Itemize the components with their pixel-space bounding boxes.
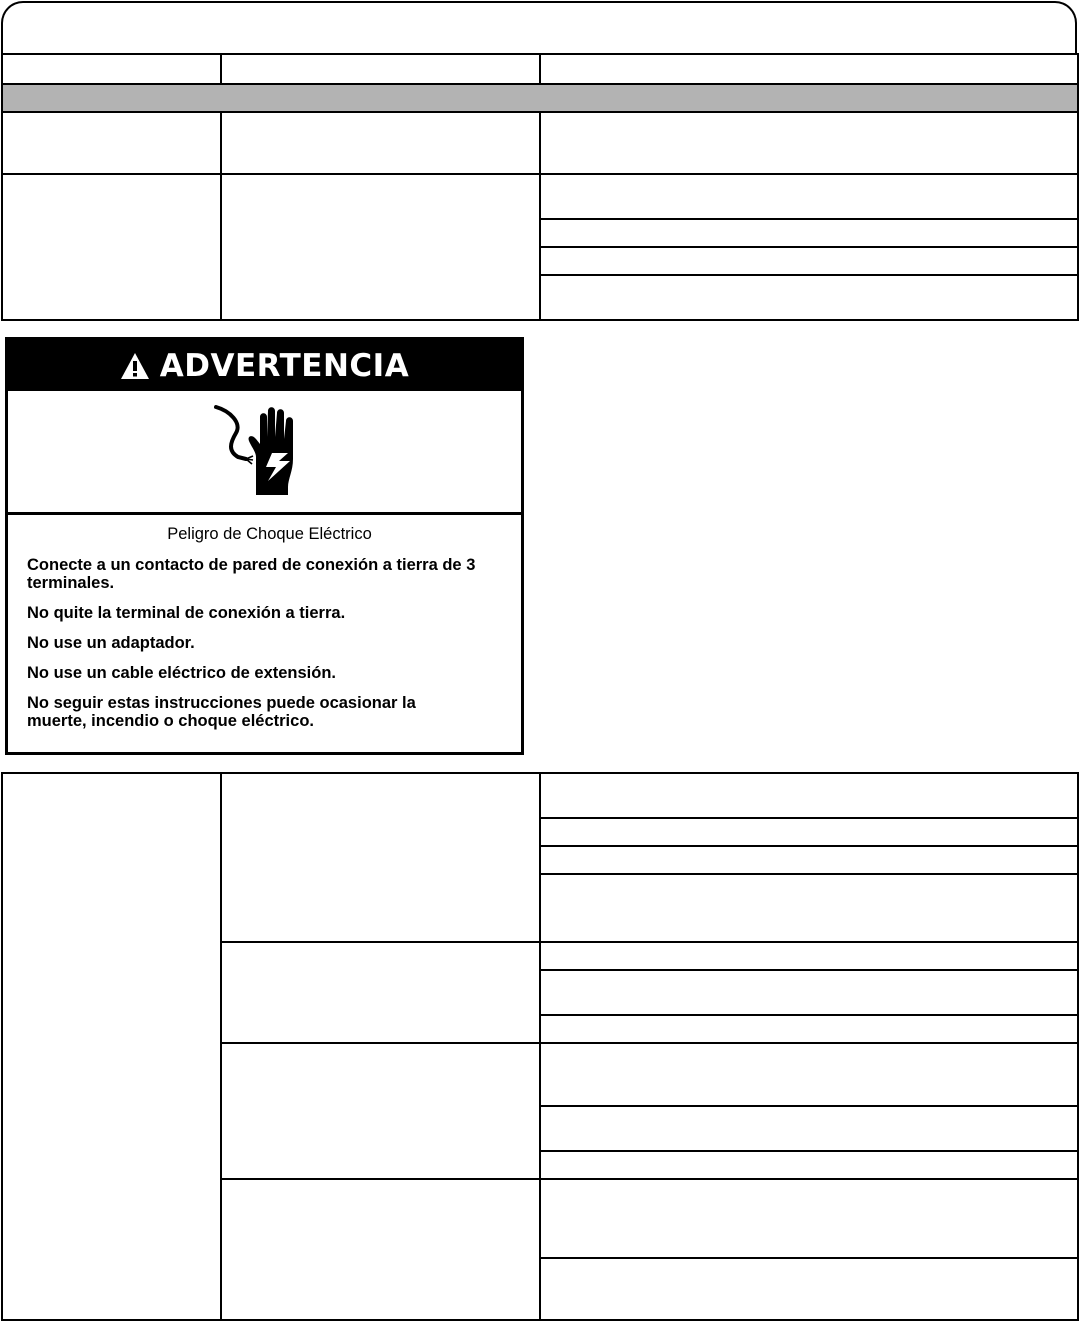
rule	[1, 772, 3, 1321]
warning-title: ADVERTENCIA	[159, 347, 410, 384]
warning-box	[5, 337, 524, 755]
warning-triangle-icon	[120, 352, 150, 380]
rule	[539, 53, 541, 85]
rule	[1077, 772, 1079, 1321]
section-band	[3, 85, 1077, 111]
rule	[1077, 53, 1079, 321]
warning-line: No seguir estas instrucciones puede ocasionar la muerte, incendio o choque eléctrico.	[27, 694, 416, 730]
rule	[220, 111, 222, 321]
rule	[220, 772, 222, 1321]
warning-text	[27, 525, 512, 730]
table-header-block	[1, 1, 1077, 53]
warning-header	[8, 340, 521, 391]
rule	[540, 246, 1079, 248]
rule	[1, 53, 3, 321]
rule	[540, 845, 1079, 847]
rule	[540, 1150, 1079, 1152]
electric-shock-hand-icon	[206, 401, 314, 497]
rule	[540, 969, 1079, 971]
rule	[220, 941, 1079, 943]
rule	[539, 111, 541, 321]
rule	[539, 772, 541, 1321]
rule	[540, 1257, 1079, 1259]
warning-icon-area	[8, 391, 521, 515]
rule	[540, 873, 1079, 875]
warning-subtitle: Peligro de Choque Eléctrico	[167, 525, 372, 543]
rule	[220, 1042, 1079, 1044]
rule	[540, 274, 1079, 276]
rule	[220, 53, 222, 85]
rule	[540, 1105, 1079, 1107]
rule	[220, 1178, 1079, 1180]
warning-line: No quite la terminal de conexión a tierra.	[27, 604, 346, 622]
rule	[540, 817, 1079, 819]
warning-line: No use un cable eléctrico de extensión.	[27, 664, 337, 682]
warning-line: Conecte a un contacto de pared de conexión a tierra de 3 terminales.	[27, 556, 476, 592]
rule	[540, 218, 1079, 220]
warning-line: No use un adaptador.	[27, 634, 195, 652]
rule	[540, 1014, 1079, 1016]
